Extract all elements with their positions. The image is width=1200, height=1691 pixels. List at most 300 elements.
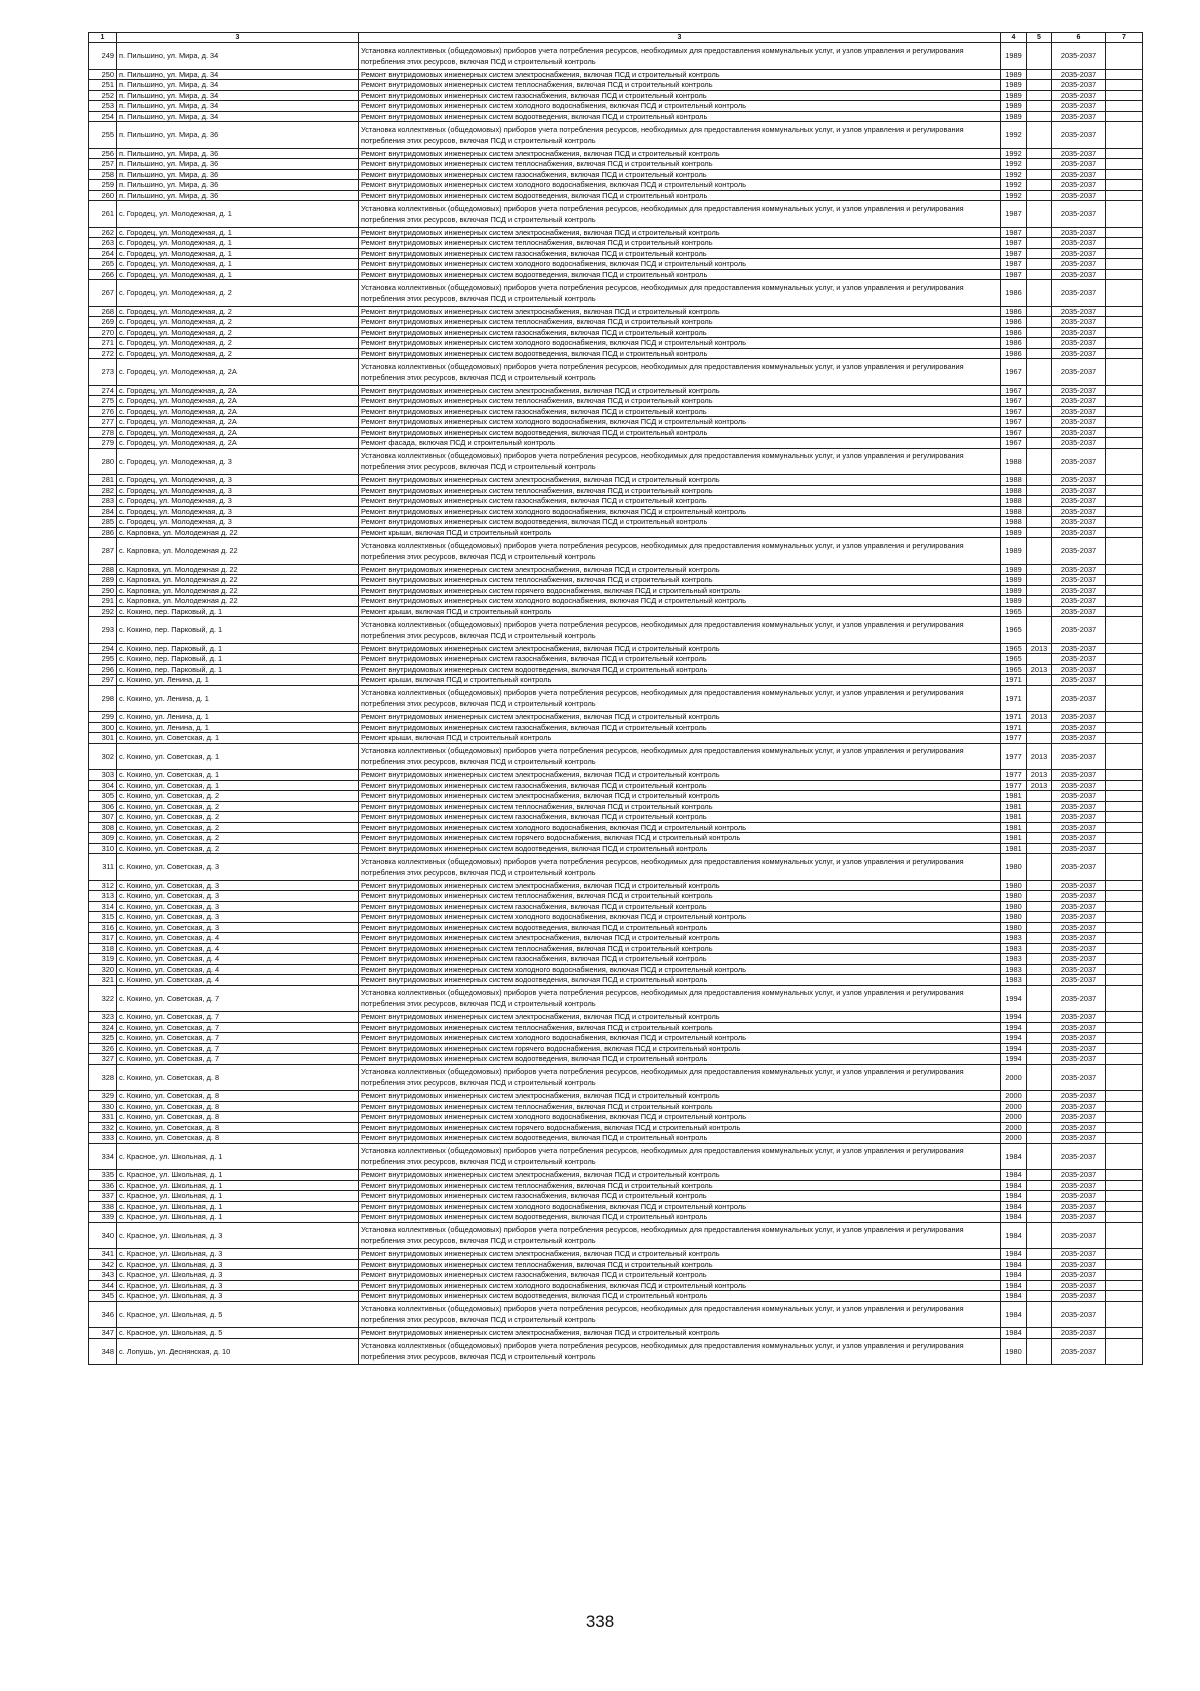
table-row	[89, 791, 1143, 802]
row-planned-period: 2035-2037	[1052, 538, 1106, 565]
table-row	[89, 306, 1143, 317]
row-year-built: 1971	[1001, 685, 1027, 712]
row-address: с. Городец, ул. Молодежная, д. 1	[117, 238, 359, 249]
row-planned-period: 2035-2037	[1052, 564, 1106, 575]
table-row	[89, 933, 1143, 944]
row-last-repair	[1027, 1222, 1052, 1249]
row-extra	[1106, 1112, 1143, 1123]
row-last-repair	[1027, 1291, 1052, 1302]
row-number: 344	[89, 1280, 117, 1291]
row-planned-period: 2035-2037	[1052, 517, 1106, 528]
row-work-type: Ремонт внутридомовых инженерных систем теплоснабжения, включая ПСД и строительный контроль	[359, 159, 1001, 170]
row-address: с. Городец, ул. Молодежная, д. 2А	[117, 396, 359, 407]
row-address: с. Городец, ул. Молодежная, д. 3	[117, 517, 359, 528]
row-year-built: 1988	[1001, 475, 1027, 486]
row-last-repair	[1027, 1191, 1052, 1202]
row-year-built: 1994	[1001, 1043, 1027, 1054]
row-year-built: 1988	[1001, 496, 1027, 507]
row-work-type: Ремонт внутридомовых инженерных систем горячего водоснабжения, включая ПСД и строительный контроль	[359, 585, 1001, 596]
row-work-type: Ремонт внутридомовых инженерных систем водоотведения, включая ПСД и строительный контроль	[359, 1212, 1001, 1223]
row-extra	[1106, 891, 1143, 902]
row-number: 251	[89, 80, 117, 91]
row-year-built: 1988	[1001, 517, 1027, 528]
row-extra	[1106, 485, 1143, 496]
row-number: 294	[89, 643, 117, 654]
row-planned-period: 2035-2037	[1052, 385, 1106, 396]
row-address: с. Кокино, ул. Советская, д. 3	[117, 891, 359, 902]
row-address: с. Кокино, ул. Советская, д. 7	[117, 1022, 359, 1033]
row-last-repair	[1027, 43, 1052, 70]
row-extra	[1106, 527, 1143, 538]
row-last-repair	[1027, 1301, 1052, 1328]
row-year-built: 1986	[1001, 348, 1027, 359]
row-number: 302	[89, 743, 117, 770]
row-planned-period: 2035-2037	[1052, 1101, 1106, 1112]
row-address: с. Городец, ул. Молодежная, д. 2А	[117, 406, 359, 417]
row-extra	[1106, 1338, 1143, 1365]
row-year-built: 1965	[1001, 654, 1027, 665]
row-planned-period: 2035-2037	[1052, 306, 1106, 317]
row-last-repair	[1027, 306, 1052, 317]
row-number: 340	[89, 1222, 117, 1249]
row-address: с. Кокино, ул. Советская, д. 3	[117, 854, 359, 881]
row-planned-period: 2035-2037	[1052, 1259, 1106, 1270]
row-extra	[1106, 564, 1143, 575]
row-extra	[1106, 538, 1143, 565]
row-address: с. Городец, ул. Молодежная, д. 2	[117, 306, 359, 317]
table-row	[89, 1012, 1143, 1023]
row-year-built: 1994	[1001, 1022, 1027, 1033]
table-row	[89, 122, 1143, 149]
row-number: 334	[89, 1143, 117, 1170]
row-last-repair	[1027, 280, 1052, 307]
row-address: с. Кокино, ул. Советская, д. 4	[117, 943, 359, 954]
row-planned-period: 2035-2037	[1052, 338, 1106, 349]
row-last-repair	[1027, 227, 1052, 238]
row-extra	[1106, 585, 1143, 596]
row-address: с. Городец, ул. Молодежная, д. 2А	[117, 385, 359, 396]
row-last-repair	[1027, 359, 1052, 386]
row-year-built: 1967	[1001, 385, 1027, 396]
row-number: 307	[89, 812, 117, 823]
row-year-built: 1980	[1001, 912, 1027, 923]
row-last-repair	[1027, 617, 1052, 644]
row-number: 273	[89, 359, 117, 386]
row-extra	[1106, 1212, 1143, 1223]
row-number: 292	[89, 606, 117, 617]
row-year-built: 1987	[1001, 227, 1027, 238]
row-year-built: 1986	[1001, 306, 1027, 317]
row-planned-period: 2035-2037	[1052, 770, 1106, 781]
row-year-built: 1977	[1001, 733, 1027, 744]
table-row	[89, 1170, 1143, 1181]
row-planned-period: 2035-2037	[1052, 227, 1106, 238]
row-address: с. Красное, ул. Школьная, д. 5	[117, 1328, 359, 1339]
row-planned-period: 2035-2037	[1052, 269, 1106, 280]
row-last-repair	[1027, 506, 1052, 517]
row-year-built: 1977	[1001, 743, 1027, 770]
table-row	[89, 69, 1143, 80]
row-extra	[1106, 359, 1143, 386]
table-row	[89, 801, 1143, 812]
row-planned-period: 2035-2037	[1052, 1249, 1106, 1260]
row-year-built: 1983	[1001, 933, 1027, 944]
row-last-repair	[1027, 201, 1052, 228]
row-year-built: 1989	[1001, 538, 1027, 565]
col-header-work-type: 3	[359, 33, 1001, 43]
row-number: 342	[89, 1259, 117, 1270]
row-extra	[1106, 975, 1143, 986]
row-address: с. Кокино, ул. Советская, д. 4	[117, 954, 359, 965]
row-last-repair	[1027, 438, 1052, 449]
row-number: 279	[89, 438, 117, 449]
row-number: 317	[89, 933, 117, 944]
row-address: с. Красное, ул. Школьная, д. 3	[117, 1222, 359, 1249]
row-number: 249	[89, 43, 117, 70]
row-planned-period: 2035-2037	[1052, 985, 1106, 1012]
row-last-repair	[1027, 111, 1052, 122]
row-address: с. Красное, ул. Школьная, д. 3	[117, 1280, 359, 1291]
row-address: п. Пильшино, ул. Мира, д. 36	[117, 148, 359, 159]
row-address: с. Городец, ул. Молодежная, д. 1	[117, 248, 359, 259]
row-planned-period: 2035-2037	[1052, 722, 1106, 733]
row-year-built: 1980	[1001, 922, 1027, 933]
row-extra	[1106, 901, 1143, 912]
row-address: с. Кокино, пер. Парковый, д. 1	[117, 654, 359, 665]
row-year-built: 2000	[1001, 1091, 1027, 1102]
row-number: 250	[89, 69, 117, 80]
row-year-built: 1984	[1001, 1170, 1027, 1181]
row-last-repair	[1027, 159, 1052, 170]
table-row	[89, 1270, 1143, 1281]
row-address: с. Красное, ул. Школьная, д. 1	[117, 1180, 359, 1191]
table-row	[89, 833, 1143, 844]
row-number: 290	[89, 585, 117, 596]
row-extra	[1106, 43, 1143, 70]
row-last-repair	[1027, 1112, 1052, 1123]
row-work-type: Ремонт крыши, включая ПСД и строительный контроль	[359, 606, 1001, 617]
table-row	[89, 1201, 1143, 1212]
row-planned-period: 2035-2037	[1052, 833, 1106, 844]
row-work-type: Ремонт внутридомовых инженерных систем газоснабжения, включая ПСД и строительный контроль	[359, 90, 1001, 101]
row-year-built: 1983	[1001, 964, 1027, 975]
row-work-type: Ремонт внутридомовых инженерных систем электроснабжения, включая ПСД и строительный контроль	[359, 791, 1001, 802]
row-year-built: 1981	[1001, 791, 1027, 802]
table-row	[89, 891, 1143, 902]
row-extra	[1106, 159, 1143, 170]
row-extra	[1106, 791, 1143, 802]
row-number: 276	[89, 406, 117, 417]
row-year-built: 1984	[1001, 1270, 1027, 1281]
row-year-built: 1989	[1001, 575, 1027, 586]
table-row	[89, 1338, 1143, 1365]
row-planned-period: 2035-2037	[1052, 596, 1106, 607]
row-address: с. Кокино, ул. Советская, д. 1	[117, 780, 359, 791]
row-extra	[1106, 770, 1143, 781]
row-year-built: 1989	[1001, 585, 1027, 596]
row-planned-period: 2035-2037	[1052, 933, 1106, 944]
row-extra	[1106, 822, 1143, 833]
row-last-repair	[1027, 1064, 1052, 1091]
row-number: 322	[89, 985, 117, 1012]
table-row	[89, 1133, 1143, 1144]
row-address: с. Кокино, ул. Советская, д. 1	[117, 743, 359, 770]
table-row	[89, 406, 1143, 417]
row-last-repair	[1027, 1180, 1052, 1191]
row-number: 348	[89, 1338, 117, 1365]
table-row	[89, 975, 1143, 986]
row-last-repair: 2013	[1027, 743, 1052, 770]
row-number: 254	[89, 111, 117, 122]
row-extra	[1106, 843, 1143, 854]
table-row	[89, 1064, 1143, 1091]
row-last-repair	[1027, 575, 1052, 586]
row-address: с. Городец, ул. Молодежная, д. 2А	[117, 427, 359, 438]
row-year-built: 1987	[1001, 269, 1027, 280]
row-last-repair: 2013	[1027, 712, 1052, 723]
table-row	[89, 585, 1143, 596]
row-work-type: Ремонт внутридомовых инженерных систем холодного водоснабжения, включая ПСД и строительный контроль	[359, 964, 1001, 975]
row-address: п. Пильшино, ул. Мира, д. 36	[117, 159, 359, 170]
row-number: 260	[89, 190, 117, 201]
row-year-built: 1989	[1001, 43, 1027, 70]
row-last-repair	[1027, 485, 1052, 496]
row-planned-period: 2035-2037	[1052, 954, 1106, 965]
row-work-type: Установка коллективных (общедомовых) приборов учета потребления ресурсов, необходимых для предоставления коммунальных услуг, и узлов управления и регулирования потребления этих ресурсов, включая ПСД и строительный контроль	[359, 122, 1001, 149]
row-planned-period: 2035-2037	[1052, 180, 1106, 191]
row-work-type: Ремонт внутридомовых инженерных систем водоотведения, включая ПСД и строительный контроль	[359, 1133, 1001, 1144]
row-extra	[1106, 675, 1143, 686]
table-row	[89, 111, 1143, 122]
row-work-type: Установка коллективных (общедомовых) приборов учета потребления ресурсов, необходимых для предоставления коммунальных услуг, и узлов управления и регулирования потребления этих ресурсов, включая ПСД и строительный контроль	[359, 538, 1001, 565]
row-extra	[1106, 854, 1143, 881]
row-number: 280	[89, 448, 117, 475]
row-year-built: 1984	[1001, 1201, 1027, 1212]
row-extra	[1106, 1170, 1143, 1181]
row-work-type: Установка коллективных (общедомовых) приборов учета потребления ресурсов, необходимых для предоставления коммунальных услуг, и узлов управления и регулирования потребления этих ресурсов, включая ПСД и строительный контроль	[359, 685, 1001, 712]
row-number: 321	[89, 975, 117, 986]
row-planned-period: 2035-2037	[1052, 475, 1106, 486]
row-work-type: Ремонт внутридомовых инженерных систем газоснабжения, включая ПСД и строительный контроль	[359, 901, 1001, 912]
row-work-type: Ремонт внутридомовых инженерных систем газоснабжения, включая ПСД и строительный контроль	[359, 406, 1001, 417]
row-extra	[1106, 780, 1143, 791]
row-extra	[1106, 1249, 1143, 1260]
table-row	[89, 269, 1143, 280]
row-address: с. Городец, ул. Молодежная, д. 2	[117, 348, 359, 359]
row-extra	[1106, 1180, 1143, 1191]
table-row	[89, 169, 1143, 180]
table-row	[89, 180, 1143, 191]
row-extra	[1106, 643, 1143, 654]
row-last-repair	[1027, 169, 1052, 180]
row-extra	[1106, 201, 1143, 228]
row-planned-period: 2035-2037	[1052, 259, 1106, 270]
row-work-type: Установка коллективных (общедомовых) приборов учета потребления ресурсов, необходимых для предоставления коммунальных услуг, и узлов управления и регулирования потребления этих ресурсов, включая ПСД и строительный контроль	[359, 617, 1001, 644]
row-number: 339	[89, 1212, 117, 1223]
table-row	[89, 943, 1143, 954]
row-extra	[1106, 1270, 1143, 1281]
row-extra	[1106, 922, 1143, 933]
row-address: с. Красное, ул. Школьная, д. 1	[117, 1143, 359, 1170]
row-extra	[1106, 985, 1143, 1012]
row-planned-period: 2035-2037	[1052, 1180, 1106, 1191]
row-last-repair	[1027, 843, 1052, 854]
row-last-repair	[1027, 922, 1052, 933]
row-address: с. Красное, ул. Школьная, д. 3	[117, 1270, 359, 1281]
row-extra	[1106, 801, 1143, 812]
row-address: п. Пильшино, ул. Мира, д. 34	[117, 80, 359, 91]
row-extra	[1106, 743, 1143, 770]
row-extra	[1106, 912, 1143, 923]
table-row	[89, 238, 1143, 249]
row-last-repair	[1027, 585, 1052, 596]
row-work-type: Ремонт внутридомовых инженерных систем теплоснабжения, включая ПСД и строительный контроль	[359, 1259, 1001, 1270]
col-header-year-built: 4	[1001, 33, 1027, 43]
row-address: с. Городец, ул. Молодежная, д. 1	[117, 201, 359, 228]
table-row	[89, 517, 1143, 528]
row-number: 312	[89, 880, 117, 891]
row-number: 252	[89, 90, 117, 101]
row-year-built: 1984	[1001, 1180, 1027, 1191]
table-row	[89, 985, 1143, 1012]
row-number: 274	[89, 385, 117, 396]
row-work-type: Ремонт внутридомовых инженерных систем электроснабжения, включая ПСД и строительный контроль	[359, 475, 1001, 486]
row-last-repair	[1027, 943, 1052, 954]
table-row	[89, 822, 1143, 833]
row-work-type: Ремонт внутридомовых инженерных систем электроснабжения, включая ПСД и строительный контроль	[359, 643, 1001, 654]
row-planned-period: 2035-2037	[1052, 843, 1106, 854]
row-planned-period: 2035-2037	[1052, 90, 1106, 101]
row-extra	[1106, 1143, 1143, 1170]
row-number: 313	[89, 891, 117, 902]
row-work-type: Ремонт внутридомовых инженерных систем теплоснабжения, включая ПСД и строительный контроль	[359, 396, 1001, 407]
table-row	[89, 338, 1143, 349]
row-number: 264	[89, 248, 117, 259]
row-number: 320	[89, 964, 117, 975]
row-last-repair	[1027, 822, 1052, 833]
row-extra	[1106, 238, 1143, 249]
row-number: 324	[89, 1022, 117, 1033]
row-year-built: 1986	[1001, 280, 1027, 307]
row-extra	[1106, 438, 1143, 449]
row-planned-period: 2035-2037	[1052, 1280, 1106, 1291]
row-number: 303	[89, 770, 117, 781]
row-number: 328	[89, 1064, 117, 1091]
row-address: с. Кокино, ул. Советская, д. 7	[117, 1012, 359, 1023]
row-extra	[1106, 69, 1143, 80]
row-number: 346	[89, 1301, 117, 1328]
row-address: с. Кокино, ул. Советская, д. 7	[117, 1033, 359, 1044]
row-planned-period: 2035-2037	[1052, 1328, 1106, 1339]
row-number: 299	[89, 712, 117, 723]
row-planned-period: 2035-2037	[1052, 485, 1106, 496]
row-work-type: Установка коллективных (общедомовых) приборов учета потребления ресурсов, необходимых для предоставления коммунальных услуг, и узлов управления и регулирования потребления этих ресурсов, включая ПСД и строительный контроль	[359, 43, 1001, 70]
row-extra	[1106, 306, 1143, 317]
row-extra	[1106, 712, 1143, 723]
row-address: с. Кокино, ул. Советская, д. 1	[117, 770, 359, 781]
row-planned-period: 2035-2037	[1052, 733, 1106, 744]
row-address: с. Карповка, ул. Молодежная д. 22	[117, 596, 359, 607]
row-last-repair	[1027, 517, 1052, 528]
row-work-type: Ремонт внутридомовых инженерных систем электроснабжения, включая ПСД и строительный контроль	[359, 148, 1001, 159]
row-year-built: 1989	[1001, 527, 1027, 538]
row-year-built: 1987	[1001, 201, 1027, 228]
row-address: с. Кокино, ул. Ленина, д. 1	[117, 685, 359, 712]
row-year-built: 1988	[1001, 485, 1027, 496]
row-extra	[1106, 1328, 1143, 1339]
row-year-built: 1992	[1001, 169, 1027, 180]
row-number: 281	[89, 475, 117, 486]
row-address: с. Красное, ул. Школьная, д. 3	[117, 1249, 359, 1260]
row-last-repair	[1027, 1043, 1052, 1054]
table-row	[89, 1122, 1143, 1133]
table-row	[89, 1022, 1143, 1033]
table-row	[89, 448, 1143, 475]
row-number: 326	[89, 1043, 117, 1054]
row-work-type: Ремонт внутридомовых инженерных систем газоснабжения, включая ПСД и строительный контроль	[359, 812, 1001, 823]
table-row	[89, 606, 1143, 617]
row-planned-period: 2035-2037	[1052, 169, 1106, 180]
row-last-repair	[1027, 891, 1052, 902]
table-row	[89, 843, 1143, 854]
row-address: с. Кокино, ул. Советская, д. 2	[117, 833, 359, 844]
row-last-repair	[1027, 1143, 1052, 1170]
row-address: с. Кокино, ул. Ленина, д. 1	[117, 675, 359, 686]
table-row	[89, 475, 1143, 486]
row-year-built: 1989	[1001, 80, 1027, 91]
row-planned-period: 2035-2037	[1052, 1301, 1106, 1328]
row-last-repair	[1027, 1270, 1052, 1281]
row-number: 289	[89, 575, 117, 586]
row-last-repair	[1027, 985, 1052, 1012]
row-work-type: Ремонт внутридомовых инженерных систем электроснабжения, включая ПСД и строительный контроль	[359, 1091, 1001, 1102]
table-row	[89, 722, 1143, 733]
table-row	[89, 1180, 1143, 1191]
table-row	[89, 743, 1143, 770]
row-work-type: Ремонт внутридомовых инженерных систем водоотведения, включая ПСД и строительный контроль	[359, 517, 1001, 528]
table-row	[89, 733, 1143, 744]
row-planned-period: 2035-2037	[1052, 1270, 1106, 1281]
row-number: 318	[89, 943, 117, 954]
row-year-built: 1980	[1001, 891, 1027, 902]
row-last-repair	[1027, 933, 1052, 944]
row-year-built: 1980	[1001, 854, 1027, 881]
row-year-built: 1981	[1001, 812, 1027, 823]
row-work-type: Ремонт внутридомовых инженерных систем теплоснабжения, включая ПСД и строительный контроль	[359, 1101, 1001, 1112]
row-extra	[1106, 1122, 1143, 1133]
table-row	[89, 1249, 1143, 1260]
table-row	[89, 912, 1143, 923]
row-work-type: Установка коллективных (общедомовых) приборов учета потребления ресурсов, необходимых для предоставления коммунальных услуг, и узлов управления и регулирования потребления этих ресурсов, включая ПСД и строительный контроль	[359, 1143, 1001, 1170]
row-address: п. Пильшино, ул. Мира, д. 34	[117, 111, 359, 122]
row-year-built: 1967	[1001, 359, 1027, 386]
row-address: с. Городец, ул. Молодежная, д. 1	[117, 259, 359, 270]
row-last-repair	[1027, 69, 1052, 80]
row-work-type: Ремонт внутридомовых инженерных систем холодного водоснабжения, включая ПСД и строительный контроль	[359, 180, 1001, 191]
row-planned-period: 2035-2037	[1052, 880, 1106, 891]
row-last-repair	[1027, 1328, 1052, 1339]
row-address: с. Карповка, ул. Молодежная д. 22	[117, 585, 359, 596]
row-number: 305	[89, 791, 117, 802]
row-number: 335	[89, 1170, 117, 1181]
row-extra	[1106, 338, 1143, 349]
row-work-type: Установка коллективных (общедомовых) приборов учета потребления ресурсов, необходимых для предоставления коммунальных услуг, и узлов управления и регулирования потребления этих ресурсов, включая ПСД и строительный контроль	[359, 985, 1001, 1012]
row-year-built: 1994	[1001, 1012, 1027, 1023]
row-work-type: Ремонт крыши, включая ПСД и строительный контроль	[359, 733, 1001, 744]
row-planned-period: 2035-2037	[1052, 148, 1106, 159]
row-number: 253	[89, 101, 117, 112]
table-row	[89, 654, 1143, 665]
